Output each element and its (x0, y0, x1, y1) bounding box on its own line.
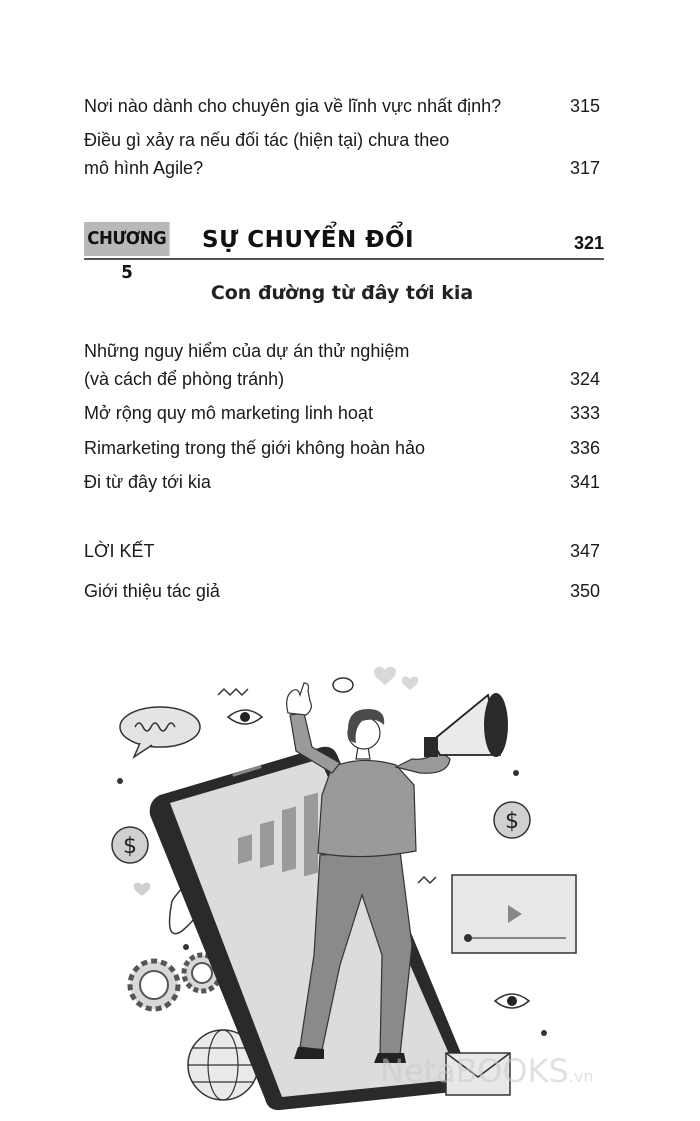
toc-entry (84, 577, 600, 605)
heart-icon (402, 677, 419, 690)
heart-icon (134, 883, 151, 896)
speech-bubble-icon (120, 707, 200, 757)
toc-entry-title: Mở rộng quy mô marketing linh hoạt (84, 403, 373, 423)
toc-entry-page: 350 (569, 581, 600, 601)
svg-text:$: $ (505, 809, 519, 834)
eye-icon (495, 994, 529, 1008)
svg-text:$: $ (123, 834, 137, 859)
zigzag-decoration (418, 877, 436, 883)
toc-entry-title: LỜI KẾT (84, 541, 155, 561)
chapter-subtitle: Con đường từ đây tới kia (210, 282, 474, 304)
toc-entry-title: Đi từ đây tới kia (84, 472, 211, 492)
toc-entry (84, 434, 600, 462)
toc-entry-title: Những nguy hiểm của dự án thử nghiệm (và cách để phòng tránh) (84, 341, 410, 389)
video-player-icon (452, 875, 576, 953)
toc-entry-page: 315 (569, 96, 600, 116)
watermark-brand: NetaBOOKS (380, 1052, 569, 1090)
toc-entry (84, 337, 600, 393)
marketing-illustration (100, 655, 580, 1110)
dollar-coin-icon (112, 827, 148, 863)
toc-entry-page: 317 (569, 158, 600, 178)
chapter-heading (84, 222, 604, 283)
toc-entry (84, 468, 600, 496)
dollar-coin-icon (494, 802, 530, 838)
watermark-suffix: .vn (568, 1067, 594, 1086)
toc-entry-title: Giới thiệu tác giả (84, 581, 220, 601)
watermark (380, 1052, 594, 1090)
chapter-label: CHƯƠNG 5 (84, 222, 170, 256)
toc-entry (84, 537, 600, 565)
toc-entry-page: 341 (569, 472, 600, 492)
toc-entry-page: 336 (569, 438, 600, 458)
toc-entry (84, 126, 600, 182)
toc-entry-page: 333 (569, 403, 600, 423)
gear-icon (130, 961, 178, 1009)
heart-icon (374, 667, 396, 685)
eye-icon (228, 710, 262, 724)
megaphone-icon (424, 693, 508, 757)
chapter-title: SỰ CHUYỂN ĐỔI (202, 227, 415, 253)
toc-entry (84, 92, 600, 120)
toc-entry-page: 324 (569, 369, 600, 389)
chapter-page: 321 (573, 233, 604, 253)
toc-entry-title: Rimarketing trong thế giới không hoàn hảo (84, 438, 426, 458)
zigzag-decoration (218, 689, 248, 695)
toc-entry-title: Điều gì xảy ra nếu đối tác (hiện tại) chưa theo mô hình Agile? (84, 130, 450, 178)
toc-entry-title: Nơi nào dành cho chuyên gia về lĩnh vực nhất định? (84, 96, 502, 116)
blob-decoration (333, 678, 353, 692)
toc-entry-page: 347 (569, 541, 600, 561)
toc-entry (84, 399, 600, 427)
